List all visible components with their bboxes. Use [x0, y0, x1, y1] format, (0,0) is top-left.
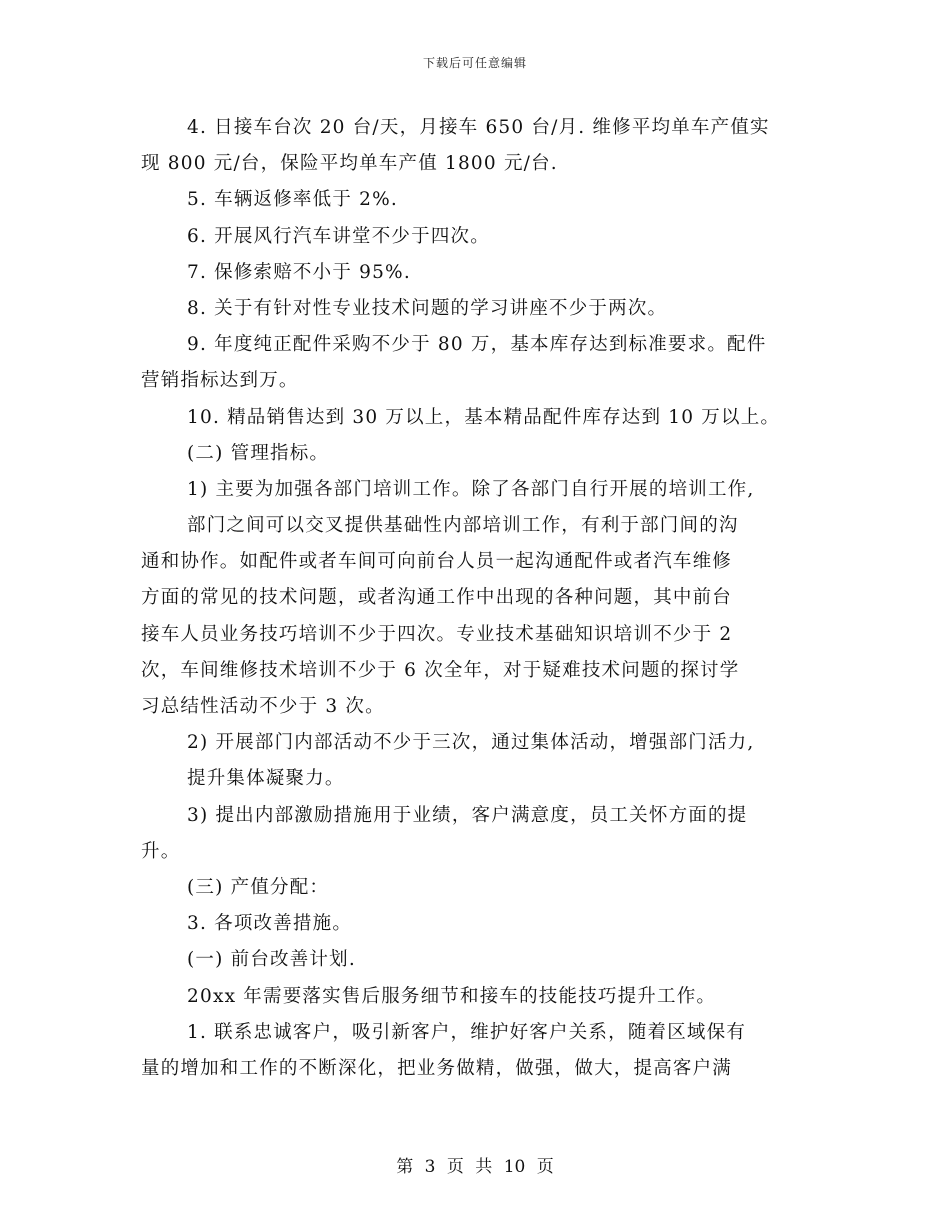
text-line: 量的增加和工作的不断深化，把业务做精，做强，做大，提高客户满 — [141, 1057, 733, 1079]
text-line: 现 800 元/台，保险平均单车产值 1800 元/台. — [141, 153, 558, 175]
text-line: 次，车间维修技术培训不少于 6 次全年，对于疑难技术问题的探讨学 — [141, 659, 740, 681]
text-line: 3. 各项改善措施。 — [187, 913, 353, 935]
text-line: 提升集体凝聚力。 — [187, 768, 345, 790]
text-line: 3) 提出内部激励措施用于业绩，客户满意度，员工关怀方面的提 — [187, 804, 748, 826]
text-line: 7. 保修索赔不小于 95%. — [187, 261, 411, 283]
text-line: 10. 精品销售达到 30 万以上，基本精品配件库存达到 10 万以上。 — [187, 406, 781, 428]
text-line: 部门之间可以交叉提供基础性内部培训工作，有利于部门间的沟 — [187, 515, 739, 537]
text-line: 5. 车辆返修率低于 2%. — [187, 189, 398, 211]
text-line: 升。 — [141, 840, 181, 862]
text-line: (三) 产值分配： — [187, 876, 330, 898]
text-line: 1) 主要为加强各部门培训工作。除了各部门自行开展的培训工作, — [187, 478, 755, 500]
text-line: 方面的常见的技术问题，或者沟通工作中出现的各种问题，其中前台 — [141, 587, 733, 609]
text-line: 4. 日接车台次 20 台/天，月接车 650 台/月. 维修平均单车产值实 — [187, 117, 770, 138]
page-header: 下载后可任意编辑 — [422, 56, 527, 70]
text-line: (二) 管理指标。 — [187, 442, 330, 464]
document-body — [141, 110, 811, 1087]
text-line: 9. 年度纯正配件采购不少于 80 万，基本库存达到标准要求。配件 — [187, 334, 767, 356]
page-footer: 第 3 页 共 10 页 — [396, 1157, 554, 1177]
text-line: 20xx 年需要落实售后服务细节和接车的技能技巧提升工作。 — [187, 985, 717, 1007]
text-line: (一) 前台改善计划. — [187, 949, 356, 971]
text-line: 1. 联系忠诚客户，吸引新客户，维护好客户关系，随着区域保有 — [187, 1021, 747, 1043]
text-line: 2) 开展部门内部活动不少于三次，通过集体活动，增强部门活力, — [187, 732, 755, 754]
text-line: 营销指标达到万。 — [141, 370, 299, 392]
text-line: 接车人员业务技巧培训不少于四次。专业技术基础知识培训不少于 2 — [141, 623, 733, 645]
text-line: 6. 开展风行汽车讲堂不少于四次。 — [187, 225, 490, 247]
text-line: 通和协作。如配件或者车间可向前台人员一起沟通配件或者汽车维修 — [141, 551, 733, 573]
text-line: 8. 关于有针对性专业技术问题的学习讲座不少于两次。 — [187, 297, 668, 319]
text-line: 习总结性活动不少于 3 次。 — [141, 696, 385, 717]
